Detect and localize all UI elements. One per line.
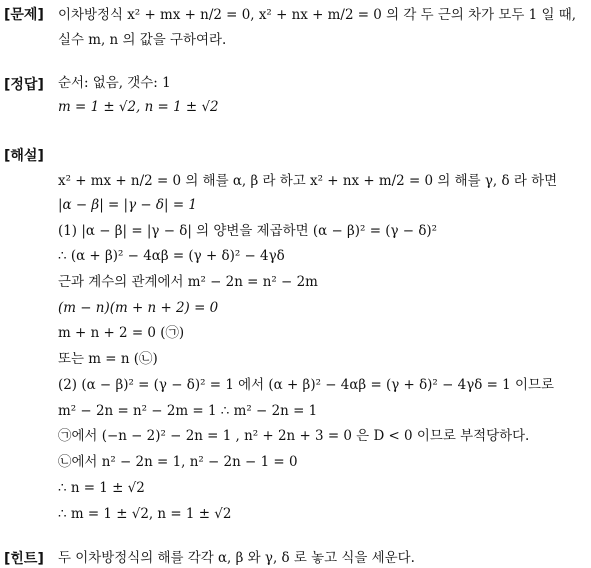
problem-line: 실수 m, n 의 값을 구하여라.	[58, 32, 227, 48]
solution-line: |α − β| = |γ − δ| = 1	[58, 197, 197, 213]
solution-tag: [해설]	[4, 148, 44, 164]
solution-line: m² − 2n = n² − 2m = 1 ∴ m² − 2n = 1	[58, 403, 318, 419]
solution-line: ㉡에서 n² − 2n = 1, n² − 2n − 1 = 0	[58, 454, 298, 470]
solution-line: ∴ m = 1 ± √2, n = 1 ± √2	[58, 506, 232, 522]
solution-line: (2) (α − β)² = (γ − δ)² = 1 에서 (α + β)² − 4αβ = (γ + δ)² − 4γδ = 1 이므로	[58, 377, 554, 393]
solution-line: x² + mx + n/2 = 0 의 해를 α, β 라 하고 x² + nx + m/2 = 0 의 해를 γ, δ 라 하면	[58, 173, 558, 189]
solution-line: (m − n)(m + n + 2) = 0	[58, 300, 219, 316]
solution-line: ∴ (α + β)² − 4αβ = (γ + δ)² − 4γδ	[58, 248, 285, 264]
hint-tag: [힌트]	[4, 551, 44, 567]
hint-line: 두 이차방정식의 해를 각각 α, β 와 γ, δ 로 놓고 식을 세운다.	[58, 550, 415, 566]
answer-tag: [정답]	[4, 77, 44, 93]
solution-line: (1) |α − β| = |γ − δ| 의 양변을 제곱하면 (α − β)² = (γ − δ)²	[58, 223, 438, 239]
solution-line: m + n + 2 = 0 (㉠)	[58, 325, 185, 341]
solution-line: ㉠에서 (−n − 2)² − 2n = 1 , n² + 2n + 3 = 0 은 D < 0 이므로 부적당하다.	[58, 428, 530, 444]
solution-line: 또는 m = n (㉡)	[58, 351, 158, 367]
solution-line: 근과 계수의 관계에서 m² − 2n = n² − 2m	[58, 274, 318, 290]
answer-line: 순서: 없음, 갯수: 1	[58, 75, 171, 91]
problem-line: 이차방정식 x² + mx + n/2 = 0, x² + nx + m/2 = 0 의 각 두 근의 차가 모두 1 일 때,	[58, 7, 577, 23]
answer-line: m = 1 ± √2, n = 1 ± √2	[58, 99, 219, 115]
solution-line: ∴ n = 1 ± √2	[58, 480, 145, 496]
problem-tag: [문제]	[4, 7, 44, 23]
